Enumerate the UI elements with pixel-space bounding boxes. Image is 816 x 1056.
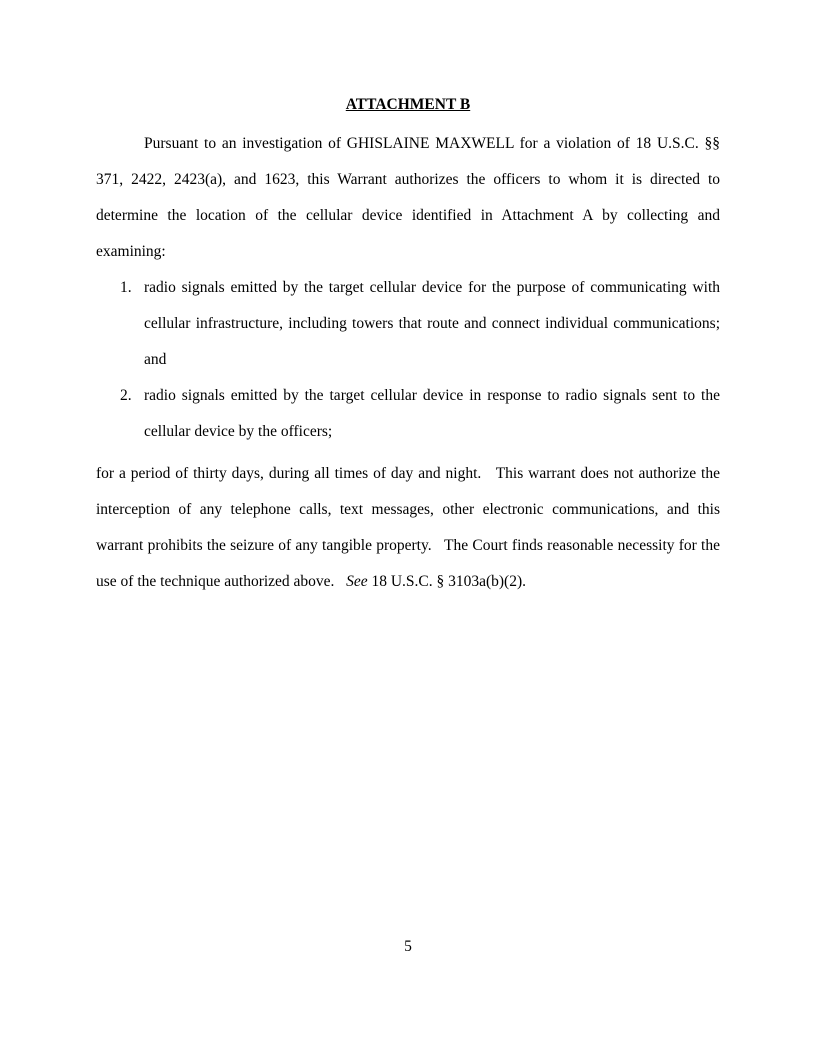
page-number: 5 [404,938,412,955]
closing-paragraph [96,456,724,600]
list-item-number: 2. [120,387,132,404]
list-item [96,270,720,378]
intro-paragraph: Pursuant to an investigation of GHISLAINE MAXWELL for a violation of 18 U.S.C. §§ 371, 2422, 2423(a), and 1623, this Warrant authorizes the officers to whom it is directed to determine the location of the cellular device identified in Attachment A by collecting and examining: [96,135,720,260]
list-item [96,378,720,450]
citation-signal: See [346,573,368,590]
statute-citation: 18 U.S.C. § 3103a(b)(2). [367,573,527,590]
collection-methods-list [96,270,720,450]
attachment-heading: ATTACHMENT B [345,96,471,113]
list-item-number: 1. [120,279,132,296]
list-item-text: radio signals emitted by the target cellular device for the purpose of communicating with cellular infrastructure, including towers that route and connect individual communications; and [144,279,720,368]
closing-paragraph-text: for a period of thirty days, during all times of day and night. This warrant does not authorize the interception of any telephone calls, text messages, other electronic communications, and this warrant prohibits the seizure of any tangible property. The Court finds reasonable necessity for the use of the technique authorized above. [96,465,724,590]
list-item-text: radio signals emitted by the target cellular device in response to radio signals sent to the cellular device by the officers; [144,387,720,440]
